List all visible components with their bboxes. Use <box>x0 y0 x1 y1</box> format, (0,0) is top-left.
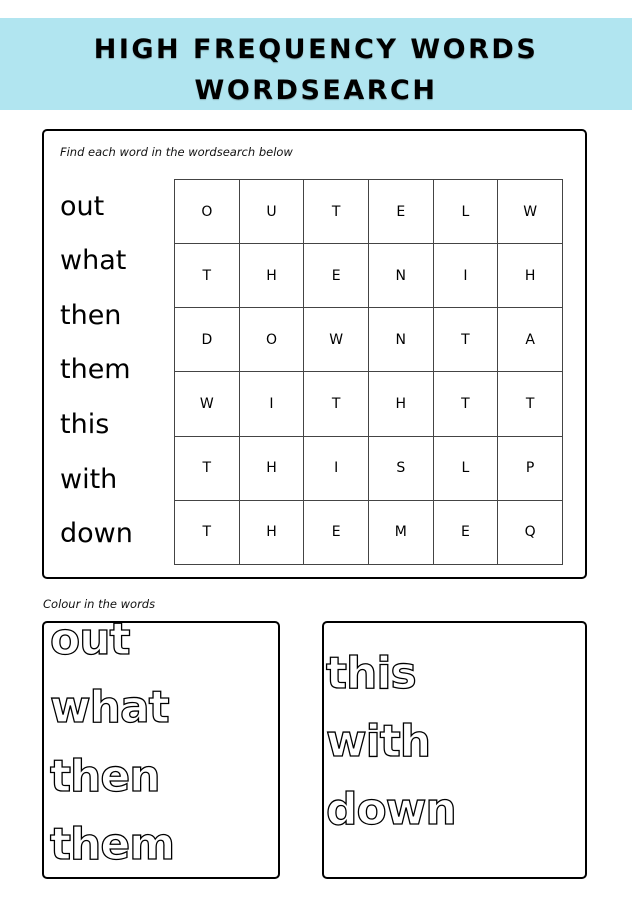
grid-cell[interactable]: T <box>498 372 563 436</box>
grid-cell[interactable]: L <box>433 180 498 244</box>
colour-box-left <box>42 614 280 879</box>
grid-cell[interactable]: I <box>304 436 369 500</box>
word-list-item: out <box>60 191 105 222</box>
grid-cell[interactable]: T <box>175 436 240 500</box>
outline-word[interactable]: with <box>326 716 431 767</box>
grid-cell[interactable]: T <box>175 244 240 308</box>
outline-word[interactable]: this <box>326 648 416 699</box>
outline-word[interactable]: down <box>326 784 456 835</box>
grid-cell[interactable]: E <box>304 244 369 308</box>
grid-cell[interactable]: W <box>175 372 240 436</box>
grid-cell[interactable]: W <box>304 308 369 372</box>
wordsearch-instruction: Find each word in the wordsearch below <box>60 145 293 159</box>
grid-cell[interactable]: E <box>433 500 498 564</box>
page-title-line-2: WORDSEARCH <box>194 75 438 106</box>
grid-row <box>175 436 563 500</box>
grid-cell[interactable]: U <box>239 180 304 244</box>
word-list-item: them <box>60 354 131 385</box>
grid-cell[interactable]: Q <box>498 500 563 564</box>
grid-cell[interactable]: W <box>498 180 563 244</box>
grid-cell[interactable]: H <box>239 244 304 308</box>
colour-instruction: Colour in the words <box>43 597 156 611</box>
grid-cell[interactable]: E <box>304 500 369 564</box>
grid-cell[interactable]: O <box>175 180 240 244</box>
colour-box-right <box>322 621 587 879</box>
grid-cell[interactable]: T <box>433 372 498 436</box>
outline-word[interactable]: then <box>50 751 160 802</box>
grid-cell[interactable]: N <box>368 308 433 372</box>
grid-cell[interactable]: H <box>239 436 304 500</box>
outline-word[interactable]: what <box>50 682 169 733</box>
grid-row <box>175 500 563 564</box>
grid-cell[interactable]: E <box>368 180 433 244</box>
wordsearch-grid <box>174 179 563 565</box>
grid-cell[interactable]: T <box>175 500 240 564</box>
grid-cell[interactable]: H <box>498 244 563 308</box>
grid-cell[interactable]: I <box>433 244 498 308</box>
grid-cell[interactable]: S <box>368 436 433 500</box>
outline-word[interactable]: out <box>50 614 130 665</box>
grid-cell[interactable]: T <box>433 308 498 372</box>
word-list-item: this <box>60 409 110 440</box>
grid-cell[interactable]: A <box>498 308 563 372</box>
grid-cell[interactable]: H <box>239 500 304 564</box>
grid-cell[interactable]: T <box>304 180 369 244</box>
grid-cell[interactable]: P <box>498 436 563 500</box>
grid-cell[interactable]: O <box>239 308 304 372</box>
grid-cell[interactable]: L <box>433 436 498 500</box>
grid-cell[interactable]: N <box>368 244 433 308</box>
word-list-item: what <box>60 245 127 276</box>
grid-row <box>175 244 563 308</box>
grid-row <box>175 180 563 244</box>
grid-row <box>175 308 563 372</box>
grid-cell[interactable]: I <box>239 372 304 436</box>
grid-cell[interactable]: M <box>368 500 433 564</box>
word-list-item: down <box>60 518 133 549</box>
grid-cell[interactable]: T <box>304 372 369 436</box>
grid-row <box>175 372 563 436</box>
grid-cell[interactable]: H <box>368 372 433 436</box>
grid-cell[interactable]: D <box>175 308 240 372</box>
page-title-line-1: HIGH FREQUENCY WORDS <box>93 34 539 65</box>
word-list-item: then <box>60 300 122 331</box>
word-list-item: with <box>60 464 118 495</box>
outline-word[interactable]: them <box>50 819 175 870</box>
